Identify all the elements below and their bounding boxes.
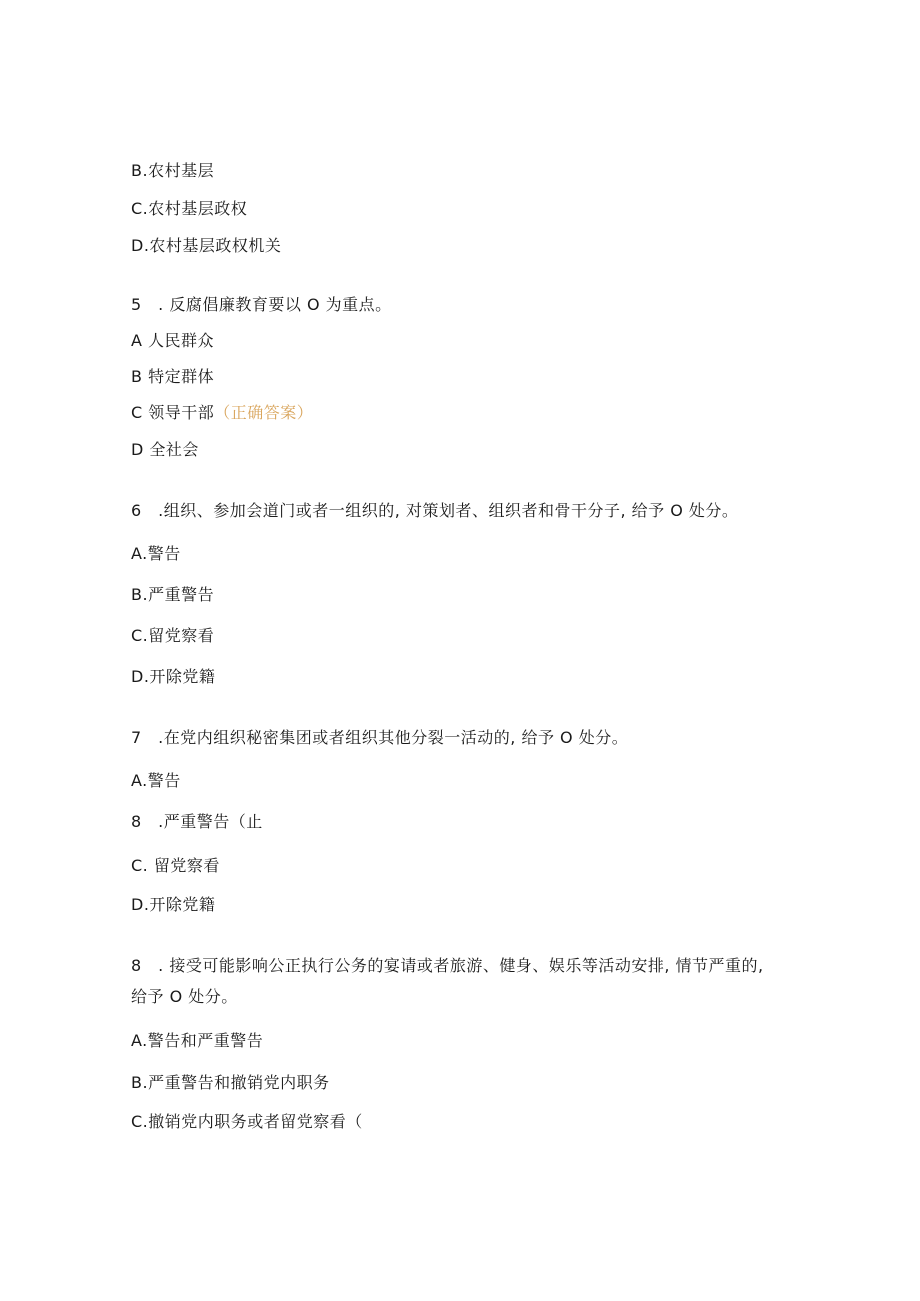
q5-option-a: A 人民群众 — [131, 331, 215, 350]
q7-option-c: C. 留党察看 — [131, 856, 220, 875]
q8-question-line1: 8 . 接受可能影响公正执行公务的宴请或者旅游、健身、娱乐等活动安排, 情节严重的, — [131, 956, 764, 975]
q7-question: 7 .在党内组织秘密集团或者组织其他分裂一活动的, 给予 O 处分。 — [131, 728, 629, 747]
q5-option-c: C 领导干部 — [131, 403, 215, 422]
q4-option-d: D.农村基层政权机关 — [131, 236, 282, 255]
q7-option-a: A.警告 — [131, 771, 181, 790]
q8-option-b: B.严重警告和撤销党内职务 — [131, 1073, 330, 1092]
q6-option-d: D.开除党籍 — [131, 667, 216, 686]
q7-option-d: D.开除党籍 — [131, 895, 216, 914]
correct-answer-note: （正确答案） — [214, 403, 314, 422]
q5-question: 5 . 反腐倡廉教育要以 O 为重点。 — [131, 295, 392, 314]
q7-option-8: 8 .严重警告（止 — [131, 812, 263, 831]
q8-question-line2: 给予 O 处分。 — [131, 987, 238, 1006]
q6-option-c: C.留党察看 — [131, 626, 215, 645]
q5-option-c-row — [131, 403, 313, 423]
q6-option-b: B.严重警告 — [131, 585, 215, 604]
q6-question: 6 .组织、参加会道门或者一组织的, 对策划者、组织者和骨干分子, 给予 O 处分。 — [131, 501, 739, 520]
q6-option-a: A.警告 — [131, 544, 181, 563]
q5-option-b: B 特定群体 — [131, 367, 215, 386]
q4-option-b: B.农村基层 — [131, 161, 215, 180]
q5-option-d: D 全社会 — [131, 440, 199, 459]
q8-option-c: C.撤销党内职务或者留党察看（ — [131, 1112, 363, 1131]
q4-option-c: C.农村基层政权 — [131, 199, 248, 218]
q8-option-a: A.警告和严重警告 — [131, 1031, 264, 1050]
